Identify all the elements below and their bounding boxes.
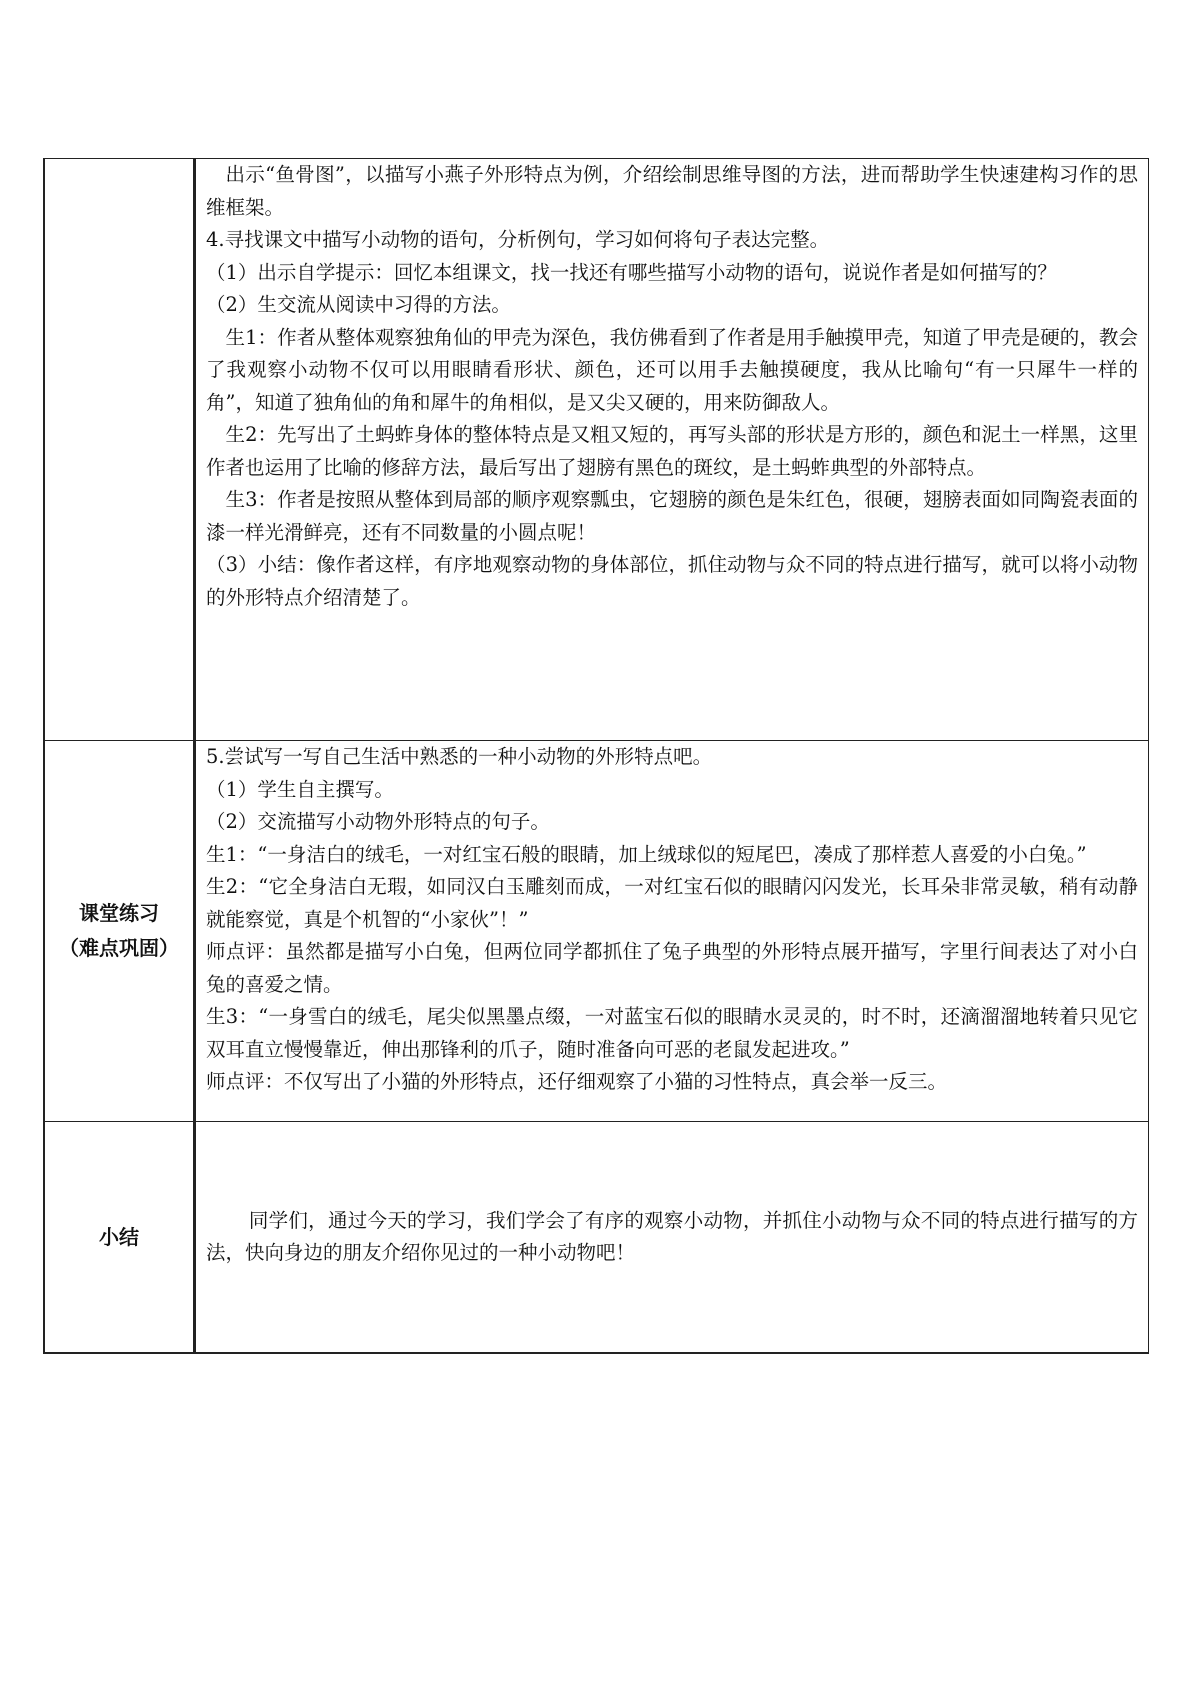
paragraph: 生1：作者从整体观察独角仙的甲壳为深色，我仿佛看到了作者是用手触摸甲壳，知道了甲壳是硬的，教会了我观察小动物不仅可以用眼睛看形状、颜色，还可以用手去触摸硬度，我从比喻句“有一只犀牛一样的角”，知道了独角仙的角和犀牛的角相似，是又尖又硬的，用来防御敌人。 [206, 325, 1138, 414]
paragraph: （1）出示自学提示：回忆本组课文，找一找还有哪些描写小动物的语句，说说作者是如何描写的？ [206, 260, 1057, 284]
paragraph: 生2：先写出了土蚂蚱身体的整体特点是又粗又短的，再写头部的形状是方形的，颜色和泥土一样黑，这里作者也运用了比喻的修辞方法，最后写出了翅膀有黑色的斑纹，是土蚂蚱典型的外部特点。 [206, 423, 1138, 479]
paragraph: （3）小结：像作者这样，有序地观察动物的身体部位，抓住动物与众不同的特点进行描写，就可以将小动物的外形特点介绍清楚了。 [206, 553, 1138, 609]
paragraph: （2）生交流从阅读中习得的方法。 [206, 293, 511, 316]
table-row [44, 741, 1149, 1122]
paragraph: （2）交流描写小动物外形特点的句子。 [206, 810, 550, 833]
paragraph: 师点评：虽然都是描写小白兔，但两位同学都抓住了兔子典型的外形特点展开描写，字里行间表达了对小白兔的喜爱之情。 [206, 940, 1138, 996]
table-row [44, 1122, 1149, 1354]
paragraph: 同学们，通过今天的学习，我们学会了有序的观察小动物，并抓住小动物与众不同的特点进行描写的方法，快向身边的朋友介绍你见过的一种小动物吧！ [206, 1208, 1138, 1264]
label-line: （难点巩固） [59, 936, 179, 960]
paragraph: 师点评：不仅写出了小猫的外形特点，还仔细观察了小猫的习性特点，真会举一反三。 [206, 1070, 948, 1093]
paragraph: 生3：“一身雪白的绒毛，尾尖似黑墨点缀，一对蓝宝石似的眼睛水灵灵的，时不时，还滴溜溜地转着只见它双耳直立慢慢靠近，伸出那锋利的爪子，随时准备向可恶的老鼠发起进攻。” [206, 1005, 1138, 1061]
paragraph: 出示“鱼骨图”，以描写小燕子外形特点为例，介绍绘制思维导图的方法，进而帮助学生快速建构习作的思维框架。 [206, 163, 1138, 219]
paragraph: 4.寻找课文中描写小动物的语句，分析例句，学习如何将句子表达完整。 [206, 228, 830, 251]
table-row [44, 159, 1149, 741]
row-content [195, 1122, 1149, 1354]
row-content [195, 159, 1149, 741]
paragraph: 生2：“它全身洁白无瑕，如同汉白玉雕刻而成，一对红宝石似的眼睛闪闪发光，长耳朵非常灵敏，稍有动静就能察觉，真是个机智的“小家伙”！” [206, 875, 1138, 931]
lesson-plan-table [43, 158, 1149, 1354]
label-line: 课堂练习 [79, 901, 159, 925]
row-label-empty [44, 159, 195, 741]
row-content [195, 741, 1149, 1122]
paragraph: 生3：作者是按照从整体到局部的顺序观察瓢虫，它翅膀的颜色是朱红色，很硬，翅膀表面如同陶瓷表面的漆一样光滑鲜亮，还有不同数量的小圆点呢！ [206, 488, 1138, 544]
row-label-summary: 小结 [44, 1122, 195, 1354]
row-label-practice [44, 741, 195, 1122]
paragraph: （1）学生自主撰写。 [206, 777, 394, 801]
paragraph: 生1：“一身洁白的绒毛，一对红宝石般的眼睛，加上绒球似的短尾巴，凑成了那样惹人喜爱的小白兔。” [206, 842, 1087, 866]
paragraph: 5.尝试写一写自己生活中熟悉的一种小动物的外形特点吧。 [206, 745, 713, 768]
